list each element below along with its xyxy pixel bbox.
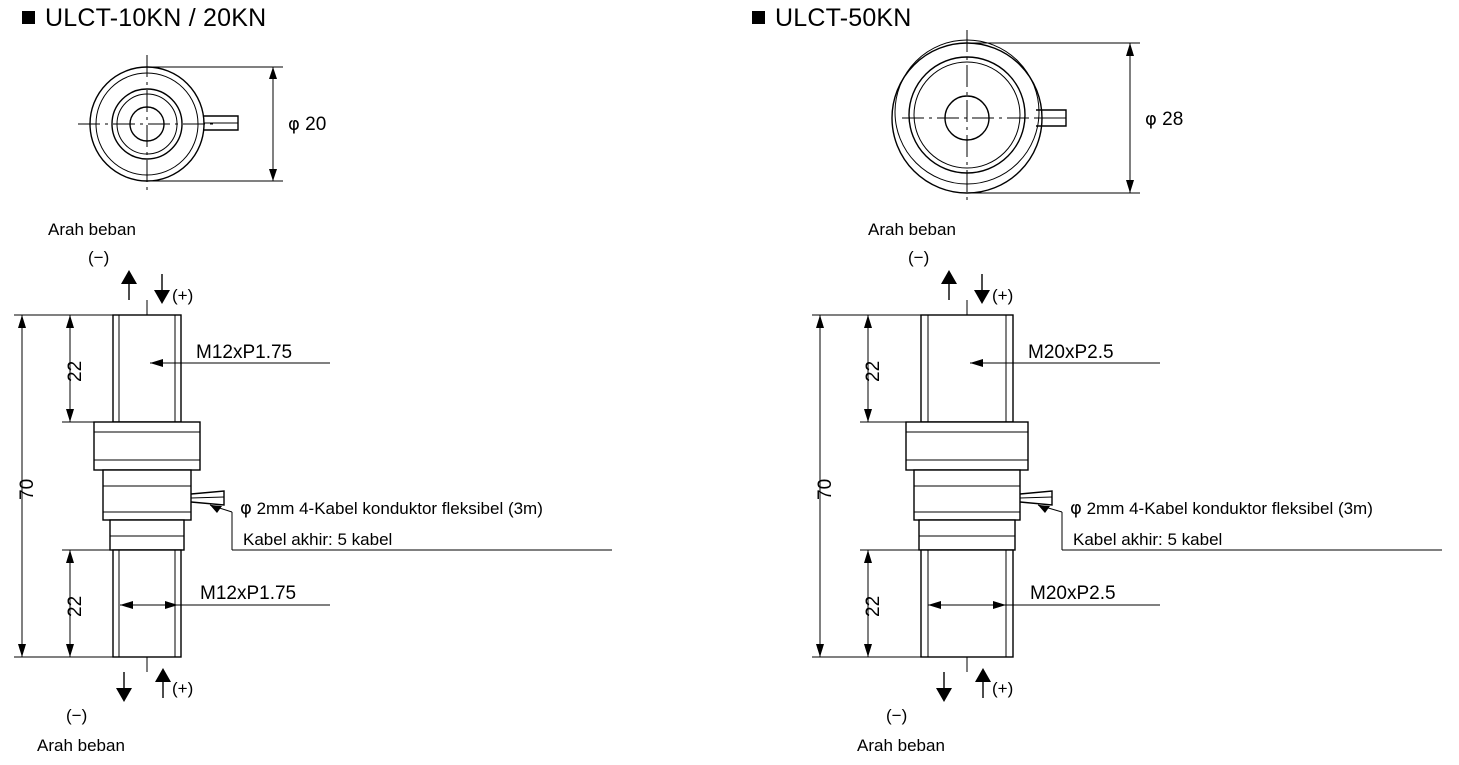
cable-note-line2: Kabel akhir: 5 kabel [1073,530,1223,549]
dim-overall-label: 70 [815,478,836,500]
top-view-diameter-label: φ 28 [1145,109,1184,130]
load-direction-bottom-minus: (−) [66,706,88,725]
cable-note-line1: φ 2mm 4-Kabel konduktor fleksibel (3m) [1070,498,1373,519]
load-direction-bottom-label: Arah beban [37,736,125,755]
cable-note-line2: Kabel akhir: 5 kabel [243,530,393,549]
panel-ulct-50kn [730,0,1459,765]
side-view-drawing [0,0,729,765]
load-direction-top-label: Arah beban [48,220,136,239]
dim-top-label: 22 [863,360,884,382]
thread-top-label: M20xP2.5 [1028,342,1114,363]
load-direction-bottom-minus: (−) [886,706,908,725]
panel-ulct-10kn-20kn [0,0,729,765]
load-direction-bottom-plus: (+) [172,679,194,698]
dim-bottom-label: 22 [863,595,884,617]
load-direction-top-label: Arah beban [868,220,956,239]
dim-bottom-label: 22 [65,595,86,617]
load-direction-top-minus: (−) [88,248,110,267]
load-direction-top-plus: (+) [172,286,194,305]
thread-bottom-label: M20xP2.5 [1030,583,1116,604]
load-direction-top-plus: (+) [992,286,1014,305]
panel-title: ULCT-50KN [752,4,912,33]
dim-top-label: 22 [65,360,86,382]
side-view-drawing [730,0,1459,765]
panel-title: ULCT-10KN / 20KN [22,4,266,33]
cable-note-line1: φ 2mm 4-Kabel konduktor fleksibel (3m) [240,498,543,519]
top-view-diameter-label: φ 20 [288,114,327,135]
load-direction-bottom-label: Arah beban [857,736,945,755]
thread-bottom-label: M12xP1.75 [200,583,297,604]
load-direction-top-minus: (−) [908,248,930,267]
thread-top-label: M12xP1.75 [196,342,293,363]
load-direction-bottom-plus: (+) [992,679,1014,698]
dim-overall-label: 70 [17,478,38,500]
